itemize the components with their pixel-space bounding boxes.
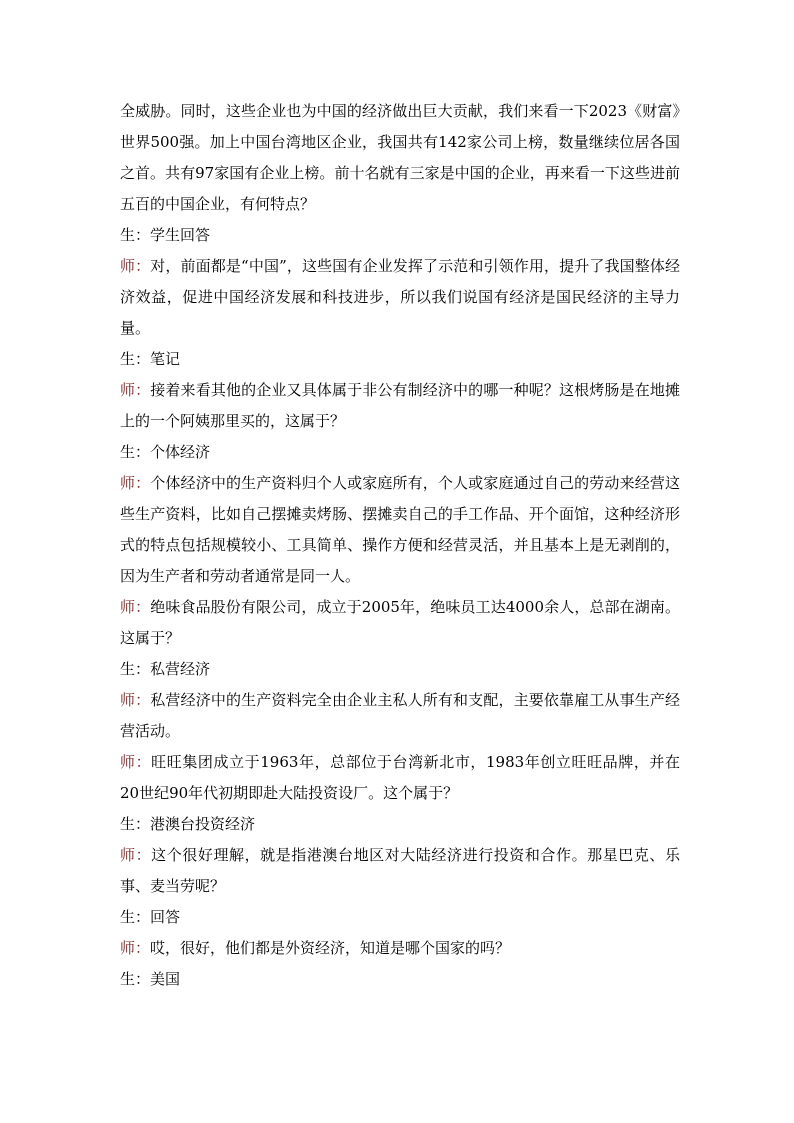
speaker-label-teacher: 师： — [120, 939, 151, 957]
paragraph-student — [120, 437, 680, 468]
paragraph-text: 接着来看其他的企业又具体属于非公有制经济中的哪一种呢？这根烤肠是在地摊上的一个阿姨那里买的，这属于？ — [120, 381, 680, 430]
paragraph-teacher — [120, 685, 680, 747]
speaker-label-student: 生： — [120, 226, 151, 244]
paragraph-text: 美国 — [150, 970, 181, 988]
speaker-label-student: 生： — [120, 815, 151, 833]
paragraph-text: 笔记 — [150, 350, 181, 368]
paragraph-teacher — [120, 375, 680, 437]
paragraph-teacher — [120, 592, 680, 654]
paragraph-text: 绝味食品股份有限公司，成立于2005年，绝味员工达4000余人，总部在湖南。这属于？ — [120, 598, 680, 647]
paragraph-intro — [120, 96, 680, 220]
paragraph-text: 个体经济中的生产资料归个人或家庭所有，个人或家庭通过自己的劳动来经营这些生产资料，比如自己摆摊卖烤肠、摆摊卖自己的手工作品、开个面馆，这种经济形式的特点包括规模较小、工具简单、操作方便和经营灵活，并且基本上是无剥削的，因为生产者和劳动者通常是同一人。 — [120, 474, 680, 585]
paragraph-text: 哎，很好，他们都是外资经济，知道是哪个国家的吗？ — [150, 939, 511, 957]
paragraph-teacher — [120, 933, 680, 964]
paragraph-text: 全威胁。同时，这些企业也为中国的经济做出巨大贡献，我们来看一下2023《财富》世界500强。加上中国台湾地区企业，我国共有142家公司上榜，数量继续位居各国之首。共有97家国有企业上榜。前十名就有三家是中国的企业，再来看一下这些进前五百的中国企业，有何特点？ — [120, 102, 680, 213]
document-body — [120, 96, 680, 995]
paragraph-teacher — [120, 747, 680, 809]
paragraph-teacher — [120, 840, 680, 902]
paragraph-student — [120, 220, 680, 251]
speaker-label-teacher: 师： — [120, 474, 151, 492]
speaker-label-student: 生： — [120, 350, 151, 368]
speaker-label-teacher: 师： — [120, 691, 151, 709]
speaker-label-teacher: 师： — [120, 846, 152, 864]
speaker-label-student: 生： — [120, 908, 151, 926]
paragraph-student — [120, 964, 680, 995]
paragraph-text: 个体经济 — [150, 443, 211, 461]
paragraph-teacher — [120, 251, 680, 344]
speaker-label-student: 生： — [120, 443, 151, 461]
paragraph-student — [120, 902, 680, 933]
paragraph-text: 港澳台投资经济 — [150, 815, 256, 833]
speaker-label-teacher: 师： — [120, 598, 151, 616]
paragraph-text: 对，前面都是“中国”，这些国有企业发挥了示范和引领作用，提升了我国整体经济效益，促进中国经济发展和科技进步，所以我们说国有经济是国民经济的主导力量。 — [120, 257, 680, 337]
speaker-label-teacher: 师： — [120, 753, 152, 771]
paragraph-student — [120, 809, 680, 840]
paragraph-text: 学生回答 — [150, 226, 211, 244]
speaker-label-teacher: 师： — [120, 381, 151, 399]
speaker-label-teacher: 师： — [120, 257, 151, 275]
speaker-label-student: 生： — [120, 660, 151, 678]
paragraph-text: 旺旺集团成立于1963年，总部位于台湾新北市，1983年创立旺旺品牌，并在20世纪90年代初期即赴大陆投资设厂。这个属于？ — [120, 753, 680, 802]
speaker-label-student: 生： — [120, 970, 151, 988]
paragraph-student — [120, 344, 680, 375]
paragraph-teacher — [120, 468, 680, 592]
paragraph-text: 这个很好理解，就是指港澳台地区对大陆经济进行投资和合作。那星巴克、乐事、麦当劳呢？ — [120, 846, 680, 895]
paragraph-student — [120, 654, 680, 685]
paragraph-text: 回答 — [150, 908, 181, 926]
paragraph-text: 私营经济 — [150, 660, 211, 678]
paragraph-text: 私营经济中的生产资料完全由企业主私人所有和支配，主要依靠雇工从事生产经营活动。 — [120, 691, 680, 740]
